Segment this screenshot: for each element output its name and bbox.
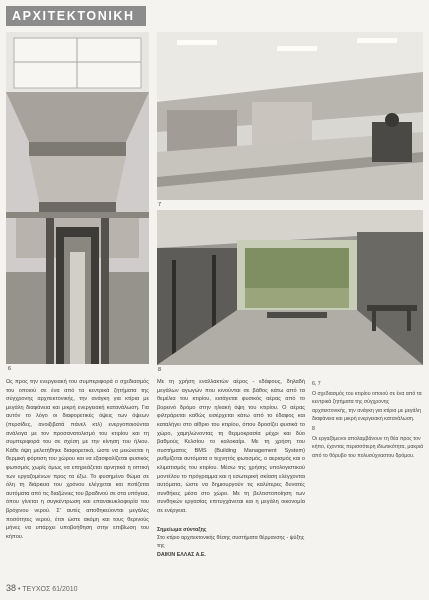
photo-number-8: 8	[158, 367, 162, 373]
photo-captions	[312, 380, 424, 462]
caption-text-6-7: Ο σχεδιασμός του κτιρίου οποιού σε ένα από τα κεντρικά ζητήματα της σύγχρονης αρχιτεκτονικής, την ανάγκη για κτίρια με μεγάλη διαφάνεια και μικρή ενεργειακή κατανάλωση.	[312, 391, 422, 422]
section-header: ΑΡΧΙΤΕΚΤΟΝΙΚΗ	[6, 6, 146, 26]
body-paragraph-1: Ως προς την ενεργειακή του συμπεριφορά ο σχεδιασμός του οποιού σε ένα από τα κεντρικά ζητήματα της σύγχρονης αρχιτεκτονικής, την ανάγκη για κτίρια με μεγάλη διαφάνεια και μικρή ενεργειακή κατανάλωση. Για αυτόν το λόγο οι διαφορετικές όψεις των όψεων (περσίδες, ανοιξιβατά πάνελ κτλ) ενεργοποιούνται ανάλογα με τον προσανατολισμό του κτιρίου και τη συμπεριφορά του σε σχέση με την κίνηση του ήλιου. Κάθε όψη μελετήθηκε διαφορετικά, ώστε να μειώνεται η θερμική φόρτιση του χώρου και να εξασφαλίζεται φυσικός φωτισμός χωρίς όμως να επηρεάζεται αρνητικά η οπτική των εργαζομένων προς τα έξω. Το φυσημένο θώμα σε όλη τη διάρκεια του χρόνου ελέγχεται και ποτίζεται αυτόματα από τις διαζώνιες του βραδινού σε στα υπόγεια, όπου γίνεται η συγκέντρωση και επανακυκλοφορία του βρόχινου νερού. Σ' αυτές αποθηκεύονται μεγάλες ποσότητες νερού, έτσι ώστε ακόμη και τους θερινούς μήνες να υπάρχει υποβοήθηση στην επιβίωση του κήπου.	[6, 379, 149, 540]
editorial-note-heading: Σημείωμα σύνταξης	[157, 527, 207, 533]
journal-issue: ΤΕΥΧΟΣ 61/2010	[22, 586, 78, 593]
editorial-note-company: DAIKIN ΕΛΛΑΣ Α.Ε.	[157, 551, 206, 558]
photo-atrium	[6, 32, 149, 364]
editorial-note	[157, 526, 307, 559]
photo-garden-interior	[157, 210, 423, 365]
caption-ref-6-7: 6, 7	[312, 381, 321, 387]
photo-number-7: 7	[158, 202, 162, 208]
body-column-2	[157, 378, 305, 516]
page-footer	[6, 583, 78, 593]
page-number: 38	[6, 583, 17, 593]
body-column-1	[6, 378, 149, 541]
photo-office-interior	[157, 32, 423, 200]
caption-text-8: Οι εργαζόμενοι απολαμβάνουν τη θέα προς τον κήπο, έχοντας περισσότερη ιδιωτικότητα, μακριά από το θόρυβο του πολυσύχναστου δρόμου.	[312, 436, 424, 459]
bullet-separator: •	[17, 586, 21, 593]
photo-number-6: 6	[8, 366, 12, 372]
caption-ref-8: 8	[312, 426, 315, 433]
editorial-note-text: Στο κτίριο αρχιτεκτονικής θέσης συστήματα θέρμανσης - ψύξης της	[157, 535, 305, 550]
body-paragraph-2: Με τη χρήση εναλλακτών αέρος - εδάφους, δηλαδή μεγάλων αγωγών που κινούνται σε βάθος κάτω από τα θεμέλια του κτιρίου, εισάγεται φυσικός αέρας από το βορεινό δρόμο στην ηλιακή όψη του κτιρίου. Ο αέρας φιλτράρεται καθώς εισέρχεται κάτω από το έδαφος και καταλήγει στο αίθριο του κτιρίου, όπου δροσίζει φυσικά το χώρο, χαμηλώνοντας τη θερμοκρασία μέχρι και δύο βαθμούς Κελσίου το καλοκαίρι. Με τη χρήση του συστήματος BMS (Building Management System) ρυθμίζεται αυτόματα ο τεχνητός φωτισμός, ο αερισμός και ο κλιματισμός του κτιρίου. Μέσω της χρήσης υπολογιστικού μοντέλου το πρόγραμμα και η εσωτερική σκίαση ελέγχονται αυτόματα, ώστε να δημιουργούν τις καλύτερες δυνατές συνθήκες μέσα στο χώρο. Με τη βελτιστοποίηση των συνθηκών εργασίας επιτυγχάνεται και η μεγάλη οικονομία σε ενέργεια.	[157, 379, 305, 514]
